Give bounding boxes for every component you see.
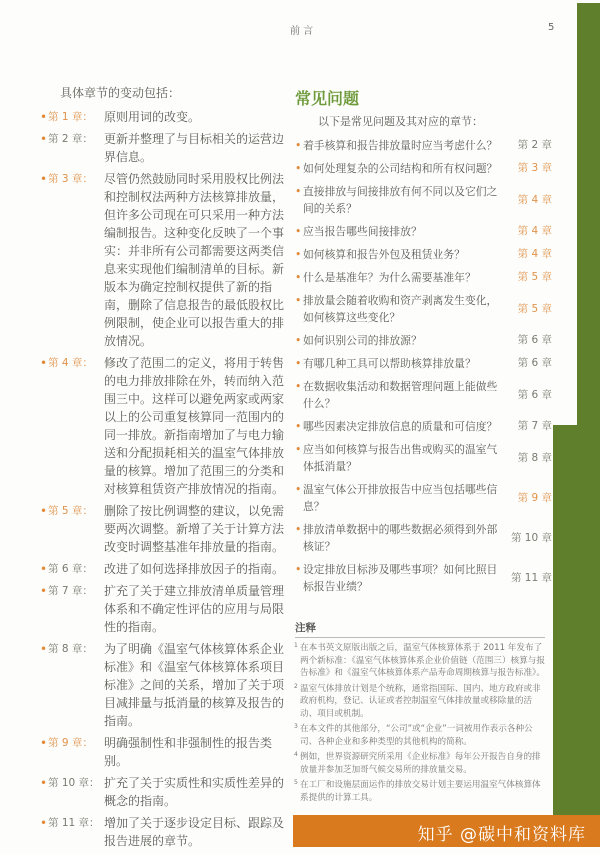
faq-question: 有哪几种工具可以帮助核算排放量？ xyxy=(303,357,476,370)
faq-item xyxy=(295,223,552,240)
faq-item xyxy=(295,418,552,435)
faq-chapter: 第 9 章 xyxy=(517,491,552,504)
faq-chapter: 第 6 章 xyxy=(517,357,552,369)
bullet-icon: • xyxy=(295,139,302,152)
bullet-icon: • xyxy=(295,380,302,393)
faq-chapter: 第 10 章 xyxy=(510,531,552,544)
chapter-label: 第 11 章： xyxy=(48,817,100,829)
chapter-label: 第 1 章： xyxy=(48,111,93,123)
faq-question: 温室气体公开排放报告中应当包括哪些信息？ xyxy=(303,483,498,513)
chapter-change-item xyxy=(40,734,288,770)
faq-chapter: 第 7 章 xyxy=(517,420,552,432)
faq-question: 如何核算和报告外包及租赁业务？ xyxy=(303,248,465,261)
watermark: 知乎 @碳中和资料库 xyxy=(417,825,586,845)
footnote xyxy=(294,682,545,721)
bullet-icon: • xyxy=(295,334,302,347)
chapter-change-item xyxy=(40,582,288,636)
faq-chapter: 第 2 章 xyxy=(517,139,552,151)
chapter-change-text: 删除了按比例调整的建议，以免需要两次调整。新增了关于计算方法改变时调整基准年排放量的指南。 xyxy=(104,504,285,554)
bullet-icon: • xyxy=(40,504,48,518)
chapter-label: 第 3 章： xyxy=(48,173,93,185)
faq-question: 排放清单数据中的哪些数据必须得到外部核证？ xyxy=(303,523,498,553)
bullet-icon: • xyxy=(295,357,302,370)
faq-chapter: 第 4 章 xyxy=(517,225,552,237)
chapter-label: 第 5 章： xyxy=(48,505,93,517)
faq-item xyxy=(295,137,552,154)
faq-question: 着手核算和报告排放量时应当考虑什么？ xyxy=(303,139,498,152)
footnote-number: 2 xyxy=(294,682,298,690)
footnote-number: 1 xyxy=(294,642,298,649)
chapter-change-text: 修改了范围二的定义，将用于转售的电力排放排除在外，转而纳入范围三中。这样可以避免两家或两家以上的公司重复核算同一范围内的同一排放。新指南增加了与电力输送和分配损耗相关的温室气体排放量的核算。增加了范围三的分类和对核算租赁资产排放情况的指南。 xyxy=(104,356,285,496)
chapter-label: 第 7 章： xyxy=(48,585,93,597)
bullet-icon: • xyxy=(40,356,48,370)
faq-item xyxy=(295,292,552,326)
faq-item xyxy=(295,355,552,372)
faq-question: 什么是基准年？为什么需要基准年？ xyxy=(303,271,476,284)
page-number: 5 xyxy=(548,22,555,33)
chapter-change-text: 扩充了关于建立排放清单质量管理体系和不确定性评估的应用与局限性的指南。 xyxy=(104,584,285,634)
faq-question: 哪些因素决定排放信息的质量和可信度？ xyxy=(303,420,498,433)
chapter-label: 第 9 章： xyxy=(48,737,93,749)
bullet-icon: • xyxy=(40,642,48,656)
side-bar-wide xyxy=(553,425,600,815)
faq-title: 常见问题 xyxy=(295,89,360,108)
chapter-change-item xyxy=(40,170,288,350)
footnote-text: 例如，世界资源研究所采用《企业标准》每年公开报告自身的排放量并参加芝加哥气候交易所的排放量交易。 xyxy=(300,752,541,775)
faq-chapter: 第 8 章 xyxy=(517,451,552,464)
faq-question: 应当如何核算与报告出售或购买的温室气体抵消量？ xyxy=(303,443,498,473)
notes-title: 注释 xyxy=(295,620,545,638)
chapter-change-text: 扩充了关于实质性和实质性差异的概念的指南。 xyxy=(104,776,285,808)
bullet-icon: • xyxy=(40,562,48,576)
faq-list xyxy=(295,137,552,601)
chapter-change-item xyxy=(40,814,288,850)
section-header: 前 言 xyxy=(290,26,314,37)
bullet-icon: • xyxy=(40,584,48,598)
bullet-icon: • xyxy=(40,776,48,790)
faq-item xyxy=(295,441,552,475)
bullet-icon: • xyxy=(295,563,302,576)
footnote-text: 在工厂和设施层面运作的排放交易计划主要运用温室气体核算体系提供的计算工具。 xyxy=(300,780,541,803)
faq-item xyxy=(295,183,552,217)
footnote-number: 5 xyxy=(294,779,298,786)
chapter-change-text: 明确强制性和非强制性的报告类别。 xyxy=(104,736,273,768)
chapter-change-text: 更新并整理了与目标相关的运营边界信息。 xyxy=(104,132,285,164)
chapter-label: 第 4 章： xyxy=(48,357,93,369)
faq-chapter: 第 6 章 xyxy=(517,334,552,346)
faq-question: 直接排放与间接排放有何不同以及它们之间的关系？ xyxy=(303,185,498,215)
faq-chapter: 第 11 章 xyxy=(510,571,552,584)
faq-chapter: 第 6 章 xyxy=(517,388,552,401)
notes-list xyxy=(294,620,545,807)
chapter-change-item xyxy=(40,502,288,556)
bullet-icon: • xyxy=(295,185,302,198)
faq-item xyxy=(295,561,552,595)
chapter-label: 第 6 章： xyxy=(48,563,93,575)
bullet-icon: • xyxy=(295,523,302,536)
chapter-change-item xyxy=(40,560,288,578)
footnote-number: 4 xyxy=(294,751,298,758)
faq-question: 如何处理复杂的公司结构和所有权问题？ xyxy=(303,162,498,175)
faq-question: 排放量会随着收购和资产剥离发生变化，如何核算这些变化？ xyxy=(303,294,498,324)
bullet-icon: • xyxy=(295,420,302,433)
chapter-change-item xyxy=(40,130,288,166)
faq-item xyxy=(295,246,552,263)
faq-item xyxy=(295,481,552,515)
footnote-text: 在本文件的其他部分，“公司”或“企业”一词被用作表示各种公司、各种企业和多种类型的其他机构的简称。 xyxy=(300,724,533,747)
bullet-icon: • xyxy=(40,816,48,830)
chapter-change-item xyxy=(40,354,288,498)
bullet-icon: • xyxy=(295,483,302,496)
bullet-icon: • xyxy=(295,271,302,284)
faq-item xyxy=(295,521,552,555)
faq-question: 如何识别公司的排放源？ xyxy=(303,334,422,347)
footnote xyxy=(294,723,545,748)
chapter-label: 第 2 章： xyxy=(48,133,93,145)
chapter-change-text: 原则用词的改变。 xyxy=(104,110,201,124)
faq-chapter: 第 3 章 xyxy=(517,162,552,174)
footnote-number: 3 xyxy=(294,723,298,730)
chapter-change-text: 改进了如何选择排放因子的指南。 xyxy=(104,562,285,576)
faq-chapter: 第 5 章 xyxy=(517,302,552,315)
footnote-text: 温室气体排放计划是个统称，通常指国际、国内、地方政府或非政府机构，登记、认证或者控制温室气体排放量或移除量的活动、项目或机制。 xyxy=(300,683,541,719)
bullet-icon: • xyxy=(295,162,302,175)
faq-chapter: 第 4 章 xyxy=(517,193,552,206)
left-intro: 具体章节的变动包括： xyxy=(60,86,181,100)
chapter-changes-list xyxy=(40,108,288,854)
chapter-change-text: 尽管仍然鼓励同时采用股权比例法和控制权法两种方法核算排放量，但许多公司现在可只采用一种方法编制报告。这种变化反映了一个事实：并非所有公司都需要这两类信息来实现他们编制清单的目标。新版本为确定控制权提供了新的指南，删除了信息报告的最低股权比例限制，使企业可以报告重大的排放情况。 xyxy=(104,172,285,348)
faq-chapter: 第 4 章 xyxy=(517,248,552,260)
chapter-change-item xyxy=(40,774,288,810)
bullet-icon: • xyxy=(40,132,48,146)
bullet-icon: • xyxy=(40,736,48,750)
chapter-label: 第 10 章： xyxy=(48,777,100,789)
bullet-icon: • xyxy=(295,248,302,261)
faq-item xyxy=(295,332,552,349)
footnote xyxy=(294,779,545,804)
faq-chapter: 第 5 章 xyxy=(517,271,552,283)
faq-question: 在数据收集活动和数据管理问题上能做些什么？ xyxy=(303,380,498,410)
footnote xyxy=(294,642,545,680)
faq-question: 设定排放目标涉及哪些事项？如何比照目标报告业绩？ xyxy=(303,563,498,593)
faq-item xyxy=(295,378,552,412)
faq-item xyxy=(295,160,552,177)
bullet-icon: • xyxy=(295,443,302,456)
footnote-text: 在本书英文原版出版之后，温室气体核算体系于 2011 年发布了两个新标准：《温室气体核算体系企业价值链（范围三）核算与报告标准》和《温室气体核算体系产品寿命周期核算与报告标准》。 xyxy=(300,643,545,678)
chapter-label: 第 8 章： xyxy=(48,643,93,655)
faq-item xyxy=(295,269,552,286)
footnote xyxy=(294,751,545,776)
faq-intro: 以下是常见问题及其对应的章节： xyxy=(318,115,483,128)
faq-question: 应当报告哪些间接排放？ xyxy=(303,225,422,238)
chapter-change-text: 为了明确《温室气体核算体系企业标准》和《温室气体核算体系项目标准》之间的关系，增加了关于项目减排量与抵消量的核算及报告的指南。 xyxy=(104,642,285,728)
bullet-icon: • xyxy=(40,172,48,186)
chapter-change-item xyxy=(40,108,288,126)
bullet-icon: • xyxy=(295,225,302,238)
chapter-change-item xyxy=(40,640,288,730)
bullet-icon: • xyxy=(295,294,302,307)
bullet-icon: • xyxy=(40,110,48,124)
chapter-change-text: 增加了关于逐步设定目标、跟踪及报告进展的章节。 xyxy=(104,816,285,848)
